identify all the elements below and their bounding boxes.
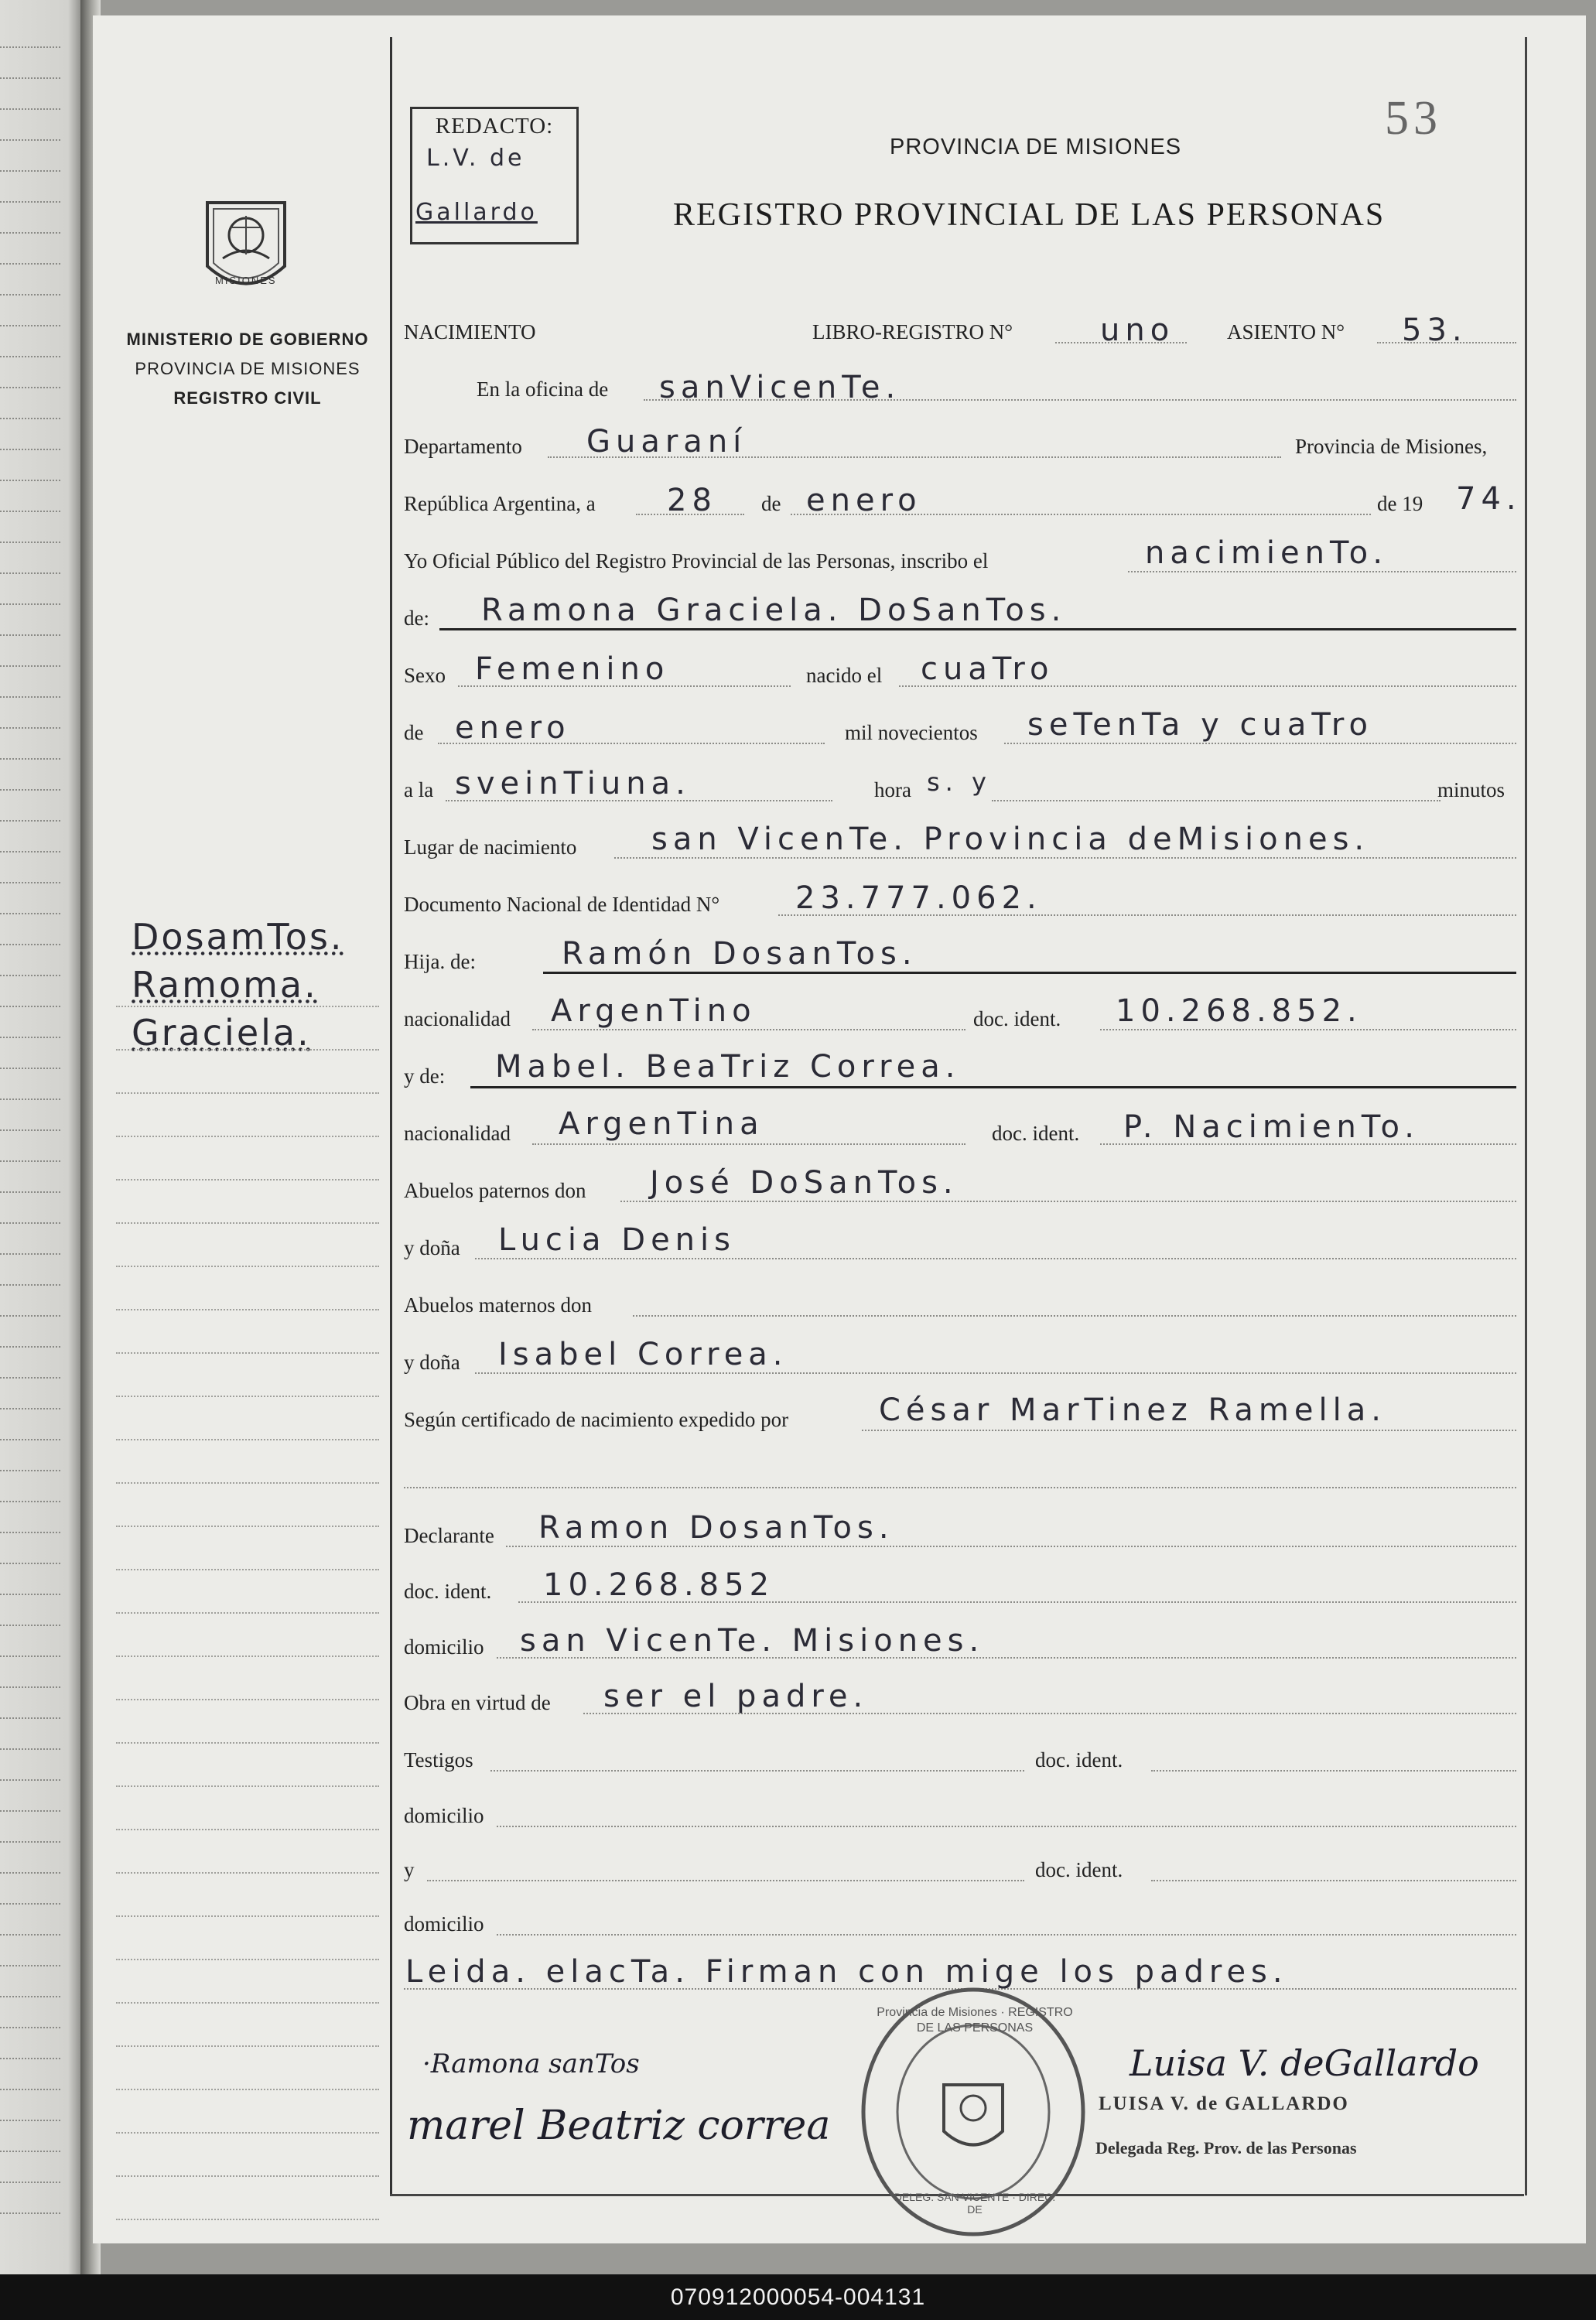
row-nacionalidad-madre [404, 1106, 1518, 1163]
left-page-rule [0, 387, 60, 388]
obra-value: ser el padre. [603, 1679, 869, 1714]
left-page-rule [0, 139, 60, 141]
certif-dots-2 [404, 1487, 1516, 1488]
nac2-value: ArgenTina [559, 1106, 764, 1142]
margin-rule [116, 1136, 379, 1137]
libro-value: uno [1100, 313, 1175, 348]
de-persona-label: de: [404, 606, 429, 630]
nacido-label: nacido el [806, 664, 883, 687]
row-lugar [404, 822, 1518, 877]
testigos-label: Testigos [404, 1748, 473, 1772]
hija-label: Hija. de: [404, 950, 476, 973]
archive-code-strip [0, 2274, 1596, 2320]
oficina-label: En la oficina de [477, 378, 609, 401]
row-decl-doc [404, 1567, 1518, 1621]
margin-rule [116, 1699, 379, 1700]
declarante-value: Ramon DosanTos. [538, 1510, 894, 1546]
signature-mabel: marel Beatriz correa [407, 2103, 831, 2149]
left-page-rule [0, 1470, 60, 1471]
registry-title: REGISTRO PROVINCIAL DE LAS PERSONAS [673, 197, 1386, 233]
left-page-rule [0, 1315, 60, 1317]
y-dona2-label: y doña [404, 1351, 460, 1374]
milnov-value: seTenTa y cuaTro [1027, 707, 1373, 743]
signature-delegate: Luisa V. deGallardo [1130, 2042, 1479, 2084]
left-page-rule [0, 975, 60, 976]
left-page-rule [0, 108, 60, 110]
margin-rule [116, 2089, 379, 2090]
margin-rule [116, 1352, 379, 1354]
row-persona [404, 593, 1518, 648]
test-dom-label: domicilio [404, 1804, 484, 1827]
province-heading: PROVINCIA DE MISIONES [890, 135, 1182, 159]
oficial-value: nacimienTo. [1145, 535, 1389, 571]
delegate-role: Delegada Reg. Prov. de las Personas [1095, 2138, 1357, 2158]
left-page-rule [0, 1068, 60, 1069]
de-mes-label: de [404, 721, 424, 744]
margin-rule [116, 1829, 379, 1830]
a-la-value: sveinTiuna. [455, 766, 691, 801]
left-page-rule [0, 696, 60, 698]
doc1-value: 10.268.852. [1116, 993, 1362, 1029]
y-label: y [404, 1858, 415, 1881]
dia-value: 28 [667, 483, 717, 518]
margin-rule [116, 1872, 379, 1874]
redacto-handwritten-line2: Gallardo [415, 199, 538, 226]
republica-label: República Argentina, a [404, 492, 596, 515]
left-page-rule [0, 1408, 60, 1409]
left-page-rule [0, 944, 60, 945]
left-page-rule [0, 449, 60, 450]
left-page-rule [0, 1532, 60, 1533]
redacto-label: REDACTO: [435, 114, 554, 138]
ab-mat-dona-value: Isabel Correa. [498, 1337, 788, 1372]
left-page-rule [0, 789, 60, 791]
ab-pat-dots [620, 1201, 1516, 1202]
hora-label: hora [874, 778, 911, 801]
test-doc-dots [1151, 1770, 1516, 1772]
left-page-rule [0, 77, 60, 79]
margin-rule [116, 1482, 379, 1484]
doc1-dots [1100, 1029, 1516, 1030]
doc2-label: doc. ident. [992, 1122, 1080, 1145]
departamento-value: Guaraní [586, 424, 747, 460]
persona-value: Ramona Graciela. DoSanTos. [481, 593, 1067, 628]
y-dots [427, 1880, 1024, 1881]
row-padre [404, 936, 1518, 992]
lugar-dots [614, 857, 1516, 859]
milnov-dots [1004, 743, 1516, 744]
left-page-rule [0, 1439, 60, 1440]
de-mes-value: enero [455, 710, 571, 746]
row-madre [404, 1049, 1518, 1106]
hora-value: s. y [927, 767, 992, 797]
left-page-rule [0, 1346, 60, 1348]
row-testigos [404, 1744, 1518, 1790]
y-dona1-label: y doña [404, 1236, 460, 1259]
margin-rule [116, 1179, 379, 1181]
row-oficina [404, 370, 1518, 419]
archive-code: 070912000054-004131 [670, 2284, 926, 2310]
margin-rule [116, 1742, 379, 1744]
y-doc-dots [1151, 1880, 1516, 1881]
redacto-box [410, 107, 579, 244]
left-page-rule [0, 2151, 60, 2152]
sexo-label: Sexo [404, 664, 446, 687]
left-page-rule [0, 882, 60, 883]
margin-rule [116, 1006, 379, 1007]
ab-mat-dona-dots [475, 1372, 1516, 1374]
left-page-rule [0, 1191, 60, 1193]
left-page-rule [0, 1934, 60, 1936]
left-page-rule [0, 1222, 60, 1224]
left-page-rule [0, 294, 60, 296]
row-nacionalidad-padre [404, 993, 1518, 1049]
margin-rule [116, 1612, 379, 1614]
left-page-rule [0, 1594, 60, 1595]
left-page-rule [0, 727, 60, 729]
left-page-rule [0, 1625, 60, 1626]
y-dom-label: domicilio [404, 1912, 484, 1936]
margin-rule [116, 2175, 379, 2177]
minutos-label: minutos [1437, 778, 1505, 801]
left-page-rule [0, 511, 60, 512]
left-page-rule [0, 356, 60, 357]
ab-pat-don-value: José DoSanTos. [650, 1165, 959, 1201]
domicilio-label: domicilio [404, 1635, 484, 1659]
margin-first-name: Ramoma. [132, 964, 318, 1006]
margin-rule [116, 2045, 379, 2047]
left-page-rule [0, 2212, 60, 2214]
margin-rule [116, 2132, 379, 2134]
left-page-rule [0, 1996, 60, 1997]
left-page-rule [0, 1748, 60, 1750]
left-page-rule [0, 2182, 60, 2183]
ministry-line3: REGISTRO CIVIL [173, 388, 322, 408]
madre-line [470, 1086, 1516, 1088]
left-page-rule [0, 1717, 60, 1719]
margin-rule [116, 1915, 379, 1917]
minutos-dots [992, 800, 1441, 801]
milnov-label: mil novecientos [845, 721, 978, 744]
margin-second-name: Graciela. [132, 1012, 311, 1054]
left-page-rule [0, 170, 60, 172]
left-page-rule [0, 2120, 60, 2121]
padre-value: Ramón DosanTos. [562, 936, 918, 972]
row-abuela-paterna [404, 1222, 1518, 1278]
seal-outer-text: Provincia de Misiones · REGISTRO DE LAS PERSONAS [877, 2006, 1073, 2035]
margin-name-annotation [132, 913, 344, 1057]
left-page-rule [0, 2089, 60, 2090]
seal-inner-text: DELEG. SAN VICENTE · DIREC. DE [894, 2191, 1056, 2216]
ministry-block [116, 325, 379, 413]
margin-surname: DosamTos. [132, 916, 344, 958]
row-obra [404, 1679, 1518, 1733]
left-page-rule [0, 542, 60, 543]
provincial-seal-icon [184, 181, 308, 305]
row-abuelos-paternos [404, 1165, 1518, 1221]
left-page-rule [0, 1810, 60, 1812]
row-dni [404, 880, 1518, 934]
anio-label: de 19 [1377, 492, 1423, 515]
left-page-rule [0, 1655, 60, 1657]
row-departamento [404, 424, 1518, 477]
lugar-label: Lugar de nacimiento [404, 835, 577, 859]
certif-value: César MarTinez Ramella. [879, 1392, 1386, 1428]
row-hora [404, 766, 1518, 820]
margin-rule [116, 1049, 379, 1051]
ab-pat-label: Abuelos paternos don [404, 1179, 586, 1202]
asiento-label: ASIENTO N° [1227, 320, 1345, 343]
ministry-line2: PROVINCIA DE MISIONES [135, 359, 361, 378]
margin-rule [116, 1309, 379, 1310]
row-certificado-cont [404, 1461, 1518, 1507]
left-page-rule [0, 263, 60, 265]
row-nacimiento [404, 313, 1518, 362]
certif-label: Según certificado de nacimiento expedido por [404, 1408, 789, 1431]
margin-rule [116, 1569, 379, 1570]
left-page-rule [0, 418, 60, 419]
margin-rule [116, 1785, 379, 1787]
left-page-rule [0, 913, 60, 914]
left-page-rule [0, 634, 60, 636]
row-sexo [404, 651, 1518, 706]
row-declarante [404, 1510, 1518, 1564]
left-page-rule [0, 325, 60, 326]
row-abuelos-maternos [404, 1289, 1518, 1335]
left-page-rule [0, 2058, 60, 2059]
domicilio-value: san VicenTe. Misiones. [520, 1623, 985, 1659]
left-page-rule [0, 1841, 60, 1843]
provincia-label: Provincia de Misiones, [1295, 435, 1488, 458]
left-page-rule [0, 1872, 60, 1874]
left-page-rule [0, 851, 60, 852]
left-page-rule [0, 1006, 60, 1007]
nac1-value: ArgenTino [551, 993, 757, 1029]
left-page-rule [0, 1686, 60, 1688]
left-page-rule [0, 1779, 60, 1781]
signature-ramona: ·Ramona sanTos [422, 2048, 640, 2079]
left-page-rule [0, 1965, 60, 1966]
left-page-rule [0, 201, 60, 203]
margin-rule [116, 1439, 379, 1440]
de-label: de [761, 492, 781, 515]
oficial-label: Yo Oficial Público del Registro Provincial de las Personas, inscribo el [404, 549, 989, 572]
ministry-line1: MINISTERIO DE GOBIERNO [126, 330, 369, 349]
row-oficial [404, 535, 1518, 591]
ab-mat-dots [633, 1315, 1516, 1317]
oficina-value: sanVicenTe. [659, 370, 901, 405]
closing-value: Leida. elacTa. Firman con mige los padres. [405, 1954, 1288, 1990]
row-fecha [404, 481, 1522, 534]
mes-value: enero [806, 483, 922, 518]
ab-pat-dona-value: Lucia Denis [498, 1222, 736, 1258]
left-page-rule [0, 572, 60, 574]
left-page-rule [0, 1098, 60, 1100]
left-page-rule [0, 1160, 60, 1162]
decl-doc-value: 10.268.852 [543, 1567, 775, 1603]
declarante-dots [506, 1546, 1516, 1547]
left-page-rule [0, 480, 60, 481]
nac1-dots [532, 1029, 965, 1030]
row-y-domicilio [404, 1908, 1518, 1954]
y-dom-dots [497, 1934, 1516, 1936]
asiento-value: 53. [1402, 313, 1468, 348]
left-page-rule [0, 1903, 60, 1905]
test-dom-dots [497, 1826, 1516, 1827]
nacido-value: cuaTro [921, 651, 1054, 687]
redacto-handwritten-line1: L.V. de [426, 145, 525, 172]
obra-label: Obra en virtud de [404, 1691, 551, 1714]
sexo-value: Femenino [475, 651, 670, 687]
madre-value: Mabel. BeaTriz Correa. [495, 1049, 961, 1085]
row-testigo-2 [404, 1854, 1518, 1900]
doc1-label: doc. ident. [973, 1007, 1061, 1030]
y-doc-label: doc. ident. [1035, 1858, 1123, 1881]
left-page-edge [0, 0, 85, 2274]
a-la-label: a la [404, 778, 434, 801]
left-page-rule [0, 1129, 60, 1131]
ab-pat-dona-dots [475, 1258, 1516, 1259]
left-page-rule [0, 2027, 60, 2028]
certif-dots [862, 1430, 1516, 1431]
margin-rule [116, 1092, 379, 1094]
delegate-name: LUISA V. de GALLARDO [1099, 2093, 1349, 2114]
decl-doc-label: doc. ident. [404, 1580, 492, 1603]
ab-mat-label: Abuelos maternos don [404, 1293, 592, 1317]
left-page-rule [0, 1563, 60, 1564]
left-page-rule [0, 1037, 60, 1038]
margin-rule [116, 1959, 379, 1960]
margin-rule [116, 1266, 379, 1267]
left-page-rule [0, 665, 60, 667]
testigos-dots [490, 1770, 1024, 1772]
persona-line [439, 628, 1516, 630]
doc2-value: P. NacimienTo. [1123, 1109, 1420, 1145]
lugar-value: san VicenTe. Provincia deMisiones. [651, 822, 1370, 857]
row-mes-anio [404, 707, 1518, 763]
nac2-dots [532, 1143, 965, 1145]
nac2-label: nacionalidad [404, 1122, 511, 1145]
dni-label: Documento Nacional de Identidad N° [404, 893, 720, 916]
left-page-rule [0, 820, 60, 822]
row-test-domicilio [404, 1799, 1518, 1846]
row-abuela-materna [404, 1337, 1518, 1392]
margin-rule [116, 1222, 379, 1224]
margin-rule [116, 1396, 379, 1397]
test-doc-label: doc. ident. [1035, 1748, 1123, 1772]
folio-number: 53 [1385, 92, 1442, 145]
left-page-rule [0, 232, 60, 234]
oficial-dots [1128, 571, 1516, 572]
margin-rule [116, 2219, 379, 2220]
libro-label: LIBRO-REGISTRO N° [812, 320, 1013, 343]
left-page-rule [0, 1377, 60, 1379]
left-page-rule [0, 1253, 60, 1255]
left-page-rule [0, 1284, 60, 1286]
anio-value: 74. [1456, 481, 1522, 517]
left-page-rule [0, 1501, 60, 1502]
nacimiento-label: NACIMIENTO [404, 320, 536, 343]
row-domicilio [404, 1623, 1518, 1677]
padre-line [543, 972, 1516, 974]
departamento-label: Departamento [404, 435, 522, 458]
nac1-label: nacionalidad [404, 1007, 511, 1030]
seal-label: MISIONES [215, 275, 277, 286]
dni-value: 23.777.062. [795, 880, 1042, 916]
left-page-rule [0, 758, 60, 760]
margin-rule [116, 1655, 379, 1657]
row-certificado [404, 1392, 1518, 1450]
left-page-rule [0, 46, 60, 48]
y-de-label: y de: [404, 1064, 446, 1088]
left-page-rule [0, 603, 60, 605]
margin-rule [116, 1526, 379, 1527]
margin-rule [116, 2002, 379, 2004]
declarante-label: Declarante [404, 1524, 494, 1547]
